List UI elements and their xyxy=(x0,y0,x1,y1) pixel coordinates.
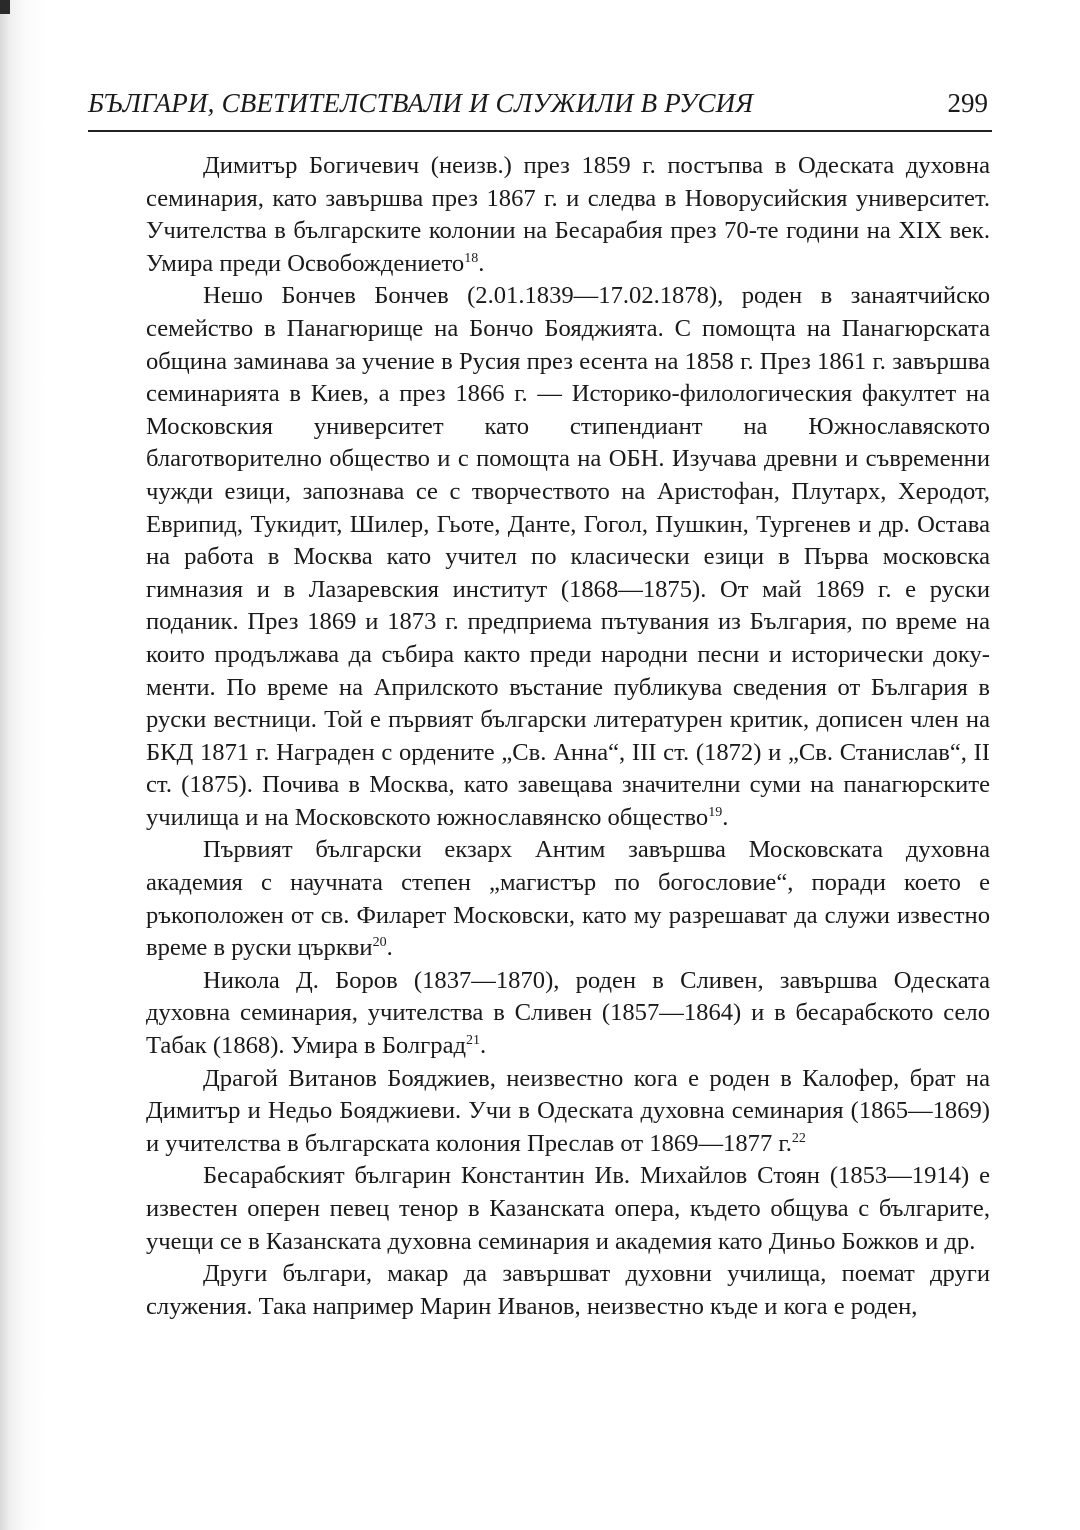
paragraph-text: Бесарабският българин Константин Ив. Михайлов Стоян (1853—1914) е известен оперен певец тенор в Казанската опера, където общува с българите, учещи се в Казанската духовна семинария и академия като Диньо Божков и др. xyxy=(146,1162,990,1255)
paragraph-tail: . xyxy=(722,803,729,831)
running-title: БЪЛГАРИ, СВЕТИТЕЛСТВАЛИ И СЛУЖИЛИ В РУСИЯ xyxy=(88,88,754,118)
binding-edge-mark xyxy=(0,0,10,14)
paragraph-bogichevich xyxy=(146,150,990,280)
paragraph-text: Димитър Богичевич (неизв.) през 1859 г. постъпва в Одеската духовна семинария, като завършва през 1867 г. и следва в Новорусийския университет. Учителства в българските колонии на Бесарабия през 70-те години на XIX век. Умира преди Освобождението xyxy=(146,152,990,277)
footnote-ref: 22 xyxy=(791,1130,806,1146)
paragraph-text: Никола Д. Боров (1837—1870), роден в Сливен, завършва Одеската духовна семинария, учителства в Сливен (1857—1864) и в бесарабското село Табак (1868). Умира в Болград xyxy=(146,966,990,1060)
footnote-ref: 19 xyxy=(708,804,723,820)
footnote-ref: 18 xyxy=(464,250,479,266)
paragraph-text: Нешо Бончев Бончев (2.01.1839—17.02.1878), роден в занаятчийско семейство в Панагюрище на Бончо Бояджията. С помощта на Панагюрската община заминава за учение в Русия през есента на 1858 г. През 1861 г. завършва семинарията в Киев, а през 1866 г. — Историко-филологическия факултет на Московския университет като стипендиант на Южнославяското благотворително общество и с помощта на ОБН. Изучава древни и съвременни чужди езици, запознава се с творчеството на Аристофан, Плутарх, Херодот, Еврипид, Тукидит, Шилер, Гьоте, Данте, Гогол, Пушкин, Тургенев и др. Остава на работа в Москва като учител по класически езици в Първа московска гимназия и в Лазаревския институт (1868—1875). От май 1869 г. е руски поданик. През 1869 и 1873 г. предприема пътувания из България, по време на които продължава да събира както преди народни песни и исторически документи. По време на Априлското въстание публикува сведения от България в руски вестници. Той е първият български литературен критик, дописен член на БКД 1871 г. Награден с ордените „Св. Анна“, III ст. (1872) и „Св. Станислав“, II ст. (1875). Почива в Москва, като завещава значителни суми на панагюрските училища и на Московското южнославянско общество xyxy=(146,282,990,831)
paragraph-other-bulgarians xyxy=(146,1258,990,1323)
paragraph-text: Драгой Витанов Бояджиев, неизвестно кога е роден в Калофер, брат на Димитър и Недьо Бояджиеви. Учи в Одеската духовна семинария (1865—1869) и учителства в българската колония Преслав от 1869—1877 г. xyxy=(146,1064,990,1157)
footnote-ref: 20 xyxy=(372,935,387,951)
footnote-ref: 21 xyxy=(466,1032,480,1048)
paragraph-stoyan xyxy=(146,1160,990,1258)
paragraph-tail: . xyxy=(478,249,485,277)
paragraph-text: Други българи, макар да завършват духовни училища, поемат други служения. Така например Марин Иванов, неизвестно къде и кога е роден, xyxy=(146,1260,990,1320)
paragraph-text: Първият български екзарх Антим завършва Московската духовна академия с научната степен „магистър по богословие“, поради което е ръкоположен от св. Филарет Московски, като му разрешават да служи известно време в руски църкви xyxy=(146,836,990,962)
paragraph-tail: . xyxy=(386,934,393,962)
running-header xyxy=(88,84,992,132)
page-body xyxy=(146,150,990,1323)
paragraph-boyadzhiev xyxy=(146,1063,990,1161)
page-number: 299 xyxy=(947,88,988,118)
paragraph-antim xyxy=(146,834,990,964)
paragraph-borov xyxy=(146,965,990,1063)
paragraph-bonchev xyxy=(146,280,990,834)
paragraph-tail: . xyxy=(480,1032,487,1060)
